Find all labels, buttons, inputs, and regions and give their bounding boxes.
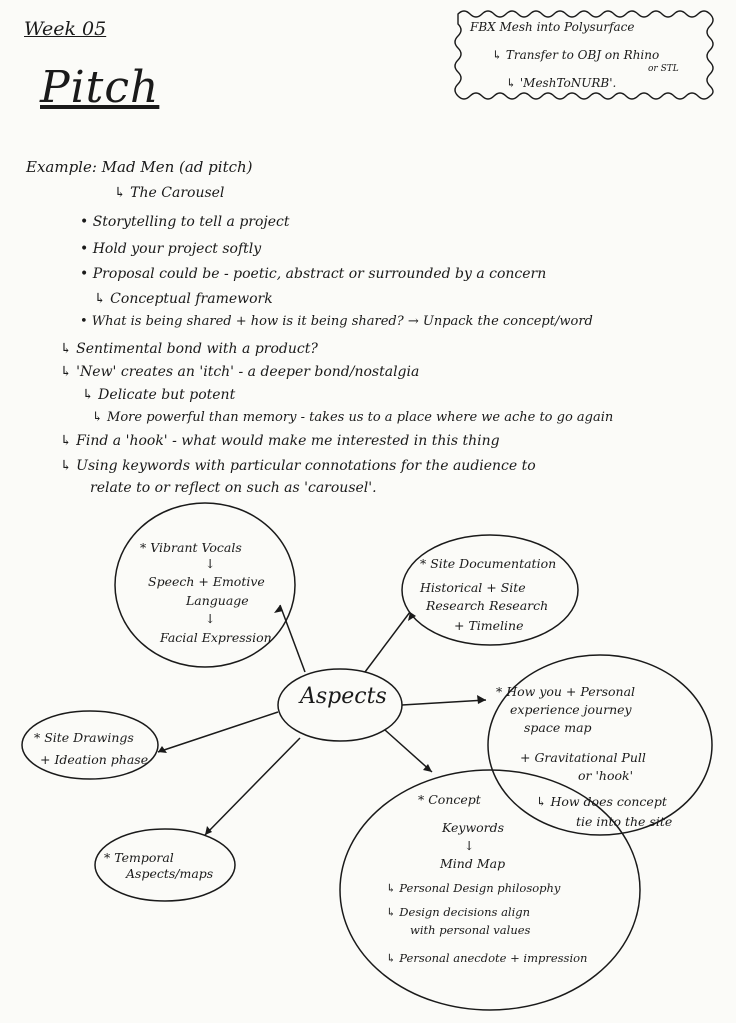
- experience-l5: or 'hook': [578, 768, 634, 783]
- note-example: Example: Mad Men (ad pitch): [26, 158, 253, 176]
- note-delicate: ↳ Delicate but potent: [82, 387, 236, 403]
- note-sentimental: ↳ Sentimental bond with a product?: [60, 341, 318, 357]
- sitedoc-l1: * Site Documentation: [420, 556, 557, 571]
- page-title: Pitch: [40, 62, 160, 113]
- concept-l4: Mind Map: [440, 856, 506, 871]
- note-new-itch: ↳ 'New' creates an 'itch' - a deeper bond/nostalgia: [60, 364, 420, 380]
- concept-l7: with personal values: [410, 923, 531, 937]
- link-concept: [385, 730, 432, 772]
- note-carousel-relate: relate to or reflect on such as 'carousel'.: [90, 480, 377, 496]
- concept-l3: ↓: [464, 838, 475, 853]
- vocals-l1: * Vibrant Vocals: [140, 540, 242, 555]
- bubble-site-drawings: [22, 711, 158, 779]
- note-storytelling: • Storytelling to tell a project: [80, 214, 290, 230]
- week-label: Week 05: [24, 18, 107, 40]
- concept-l6: ↳ Design decisions align: [386, 905, 531, 919]
- concept-l2: Keywords: [442, 820, 505, 835]
- concept-l5: ↳ Personal Design philosophy: [386, 881, 561, 895]
- concept-l1: * Concept: [418, 792, 481, 807]
- sitedoc-l2: Historical + Site: [420, 580, 526, 595]
- drawings-l1: * Site Drawings: [34, 730, 134, 745]
- note-carousel: ↳ The Carousel: [114, 185, 225, 201]
- experience-l6: ↳ How does concept: [536, 794, 667, 809]
- arrowhead-experience: [477, 695, 486, 704]
- experience-l3: space map: [524, 720, 592, 735]
- vocals-l4: Language: [186, 593, 249, 608]
- vocals-l3: Speech + Emotive: [148, 574, 265, 589]
- link-site-doc: [365, 612, 410, 672]
- vocals-l2: ↓: [205, 556, 216, 571]
- vocals-l5: ↓: [205, 611, 216, 626]
- note-hold-softly: • Hold your project softly: [80, 241, 262, 257]
- note-conceptual: ↳ Conceptual framework: [94, 291, 273, 307]
- temporal-l1: * Temporal: [104, 850, 174, 865]
- link-vocals: [280, 605, 305, 672]
- note-line-3: ↳ 'MeshToNURB'.: [506, 76, 617, 90]
- concept-l8: ↳ Personal anecdote + impression: [386, 951, 588, 965]
- link-experience: [402, 700, 486, 705]
- note-keywords: ↳ Using keywords with particular connotations for the audience to: [60, 458, 536, 474]
- experience-l2: experience journey: [510, 702, 632, 717]
- vocals-l6: Facial Expression: [160, 630, 272, 645]
- note-more-powerful: ↳ More powerful than memory - takes us to a place where we ache to go again: [92, 410, 614, 425]
- experience-l7: tie into the site: [576, 814, 673, 829]
- drawings-l2: + Ideation phase: [40, 752, 149, 767]
- link-temporal: [205, 738, 300, 835]
- bubble-temporal: [95, 829, 235, 901]
- sitedoc-l4: + Timeline: [454, 618, 524, 633]
- note-line-1: FBX Mesh into Polysurface: [470, 20, 635, 34]
- link-drawings: [158, 712, 278, 752]
- note-line-2: ↳ Transfer to OBJ on Rhino: [492, 48, 660, 62]
- note-line-2-sub: or STL: [648, 64, 679, 74]
- sitedoc-l3: Research Research: [426, 598, 549, 613]
- center-aspects: Aspects: [300, 684, 387, 709]
- experience-l4: + Gravitational Pull: [520, 750, 646, 765]
- temporal-l2: Aspects/maps: [126, 866, 214, 881]
- note-what-shared: • What is being shared + how is it being shared? → Unpack the concept/word: [80, 314, 593, 329]
- note-proposal: • Proposal could be - poetic, abstract or surrounded by a concern: [80, 266, 547, 282]
- arrowhead-temporal: [205, 826, 212, 835]
- experience-l1: * How you + Personal: [496, 684, 636, 699]
- note-hook: ↳ Find a 'hook' - what would make me interested in this thing: [60, 433, 500, 449]
- arrowhead-vocals: [274, 605, 283, 613]
